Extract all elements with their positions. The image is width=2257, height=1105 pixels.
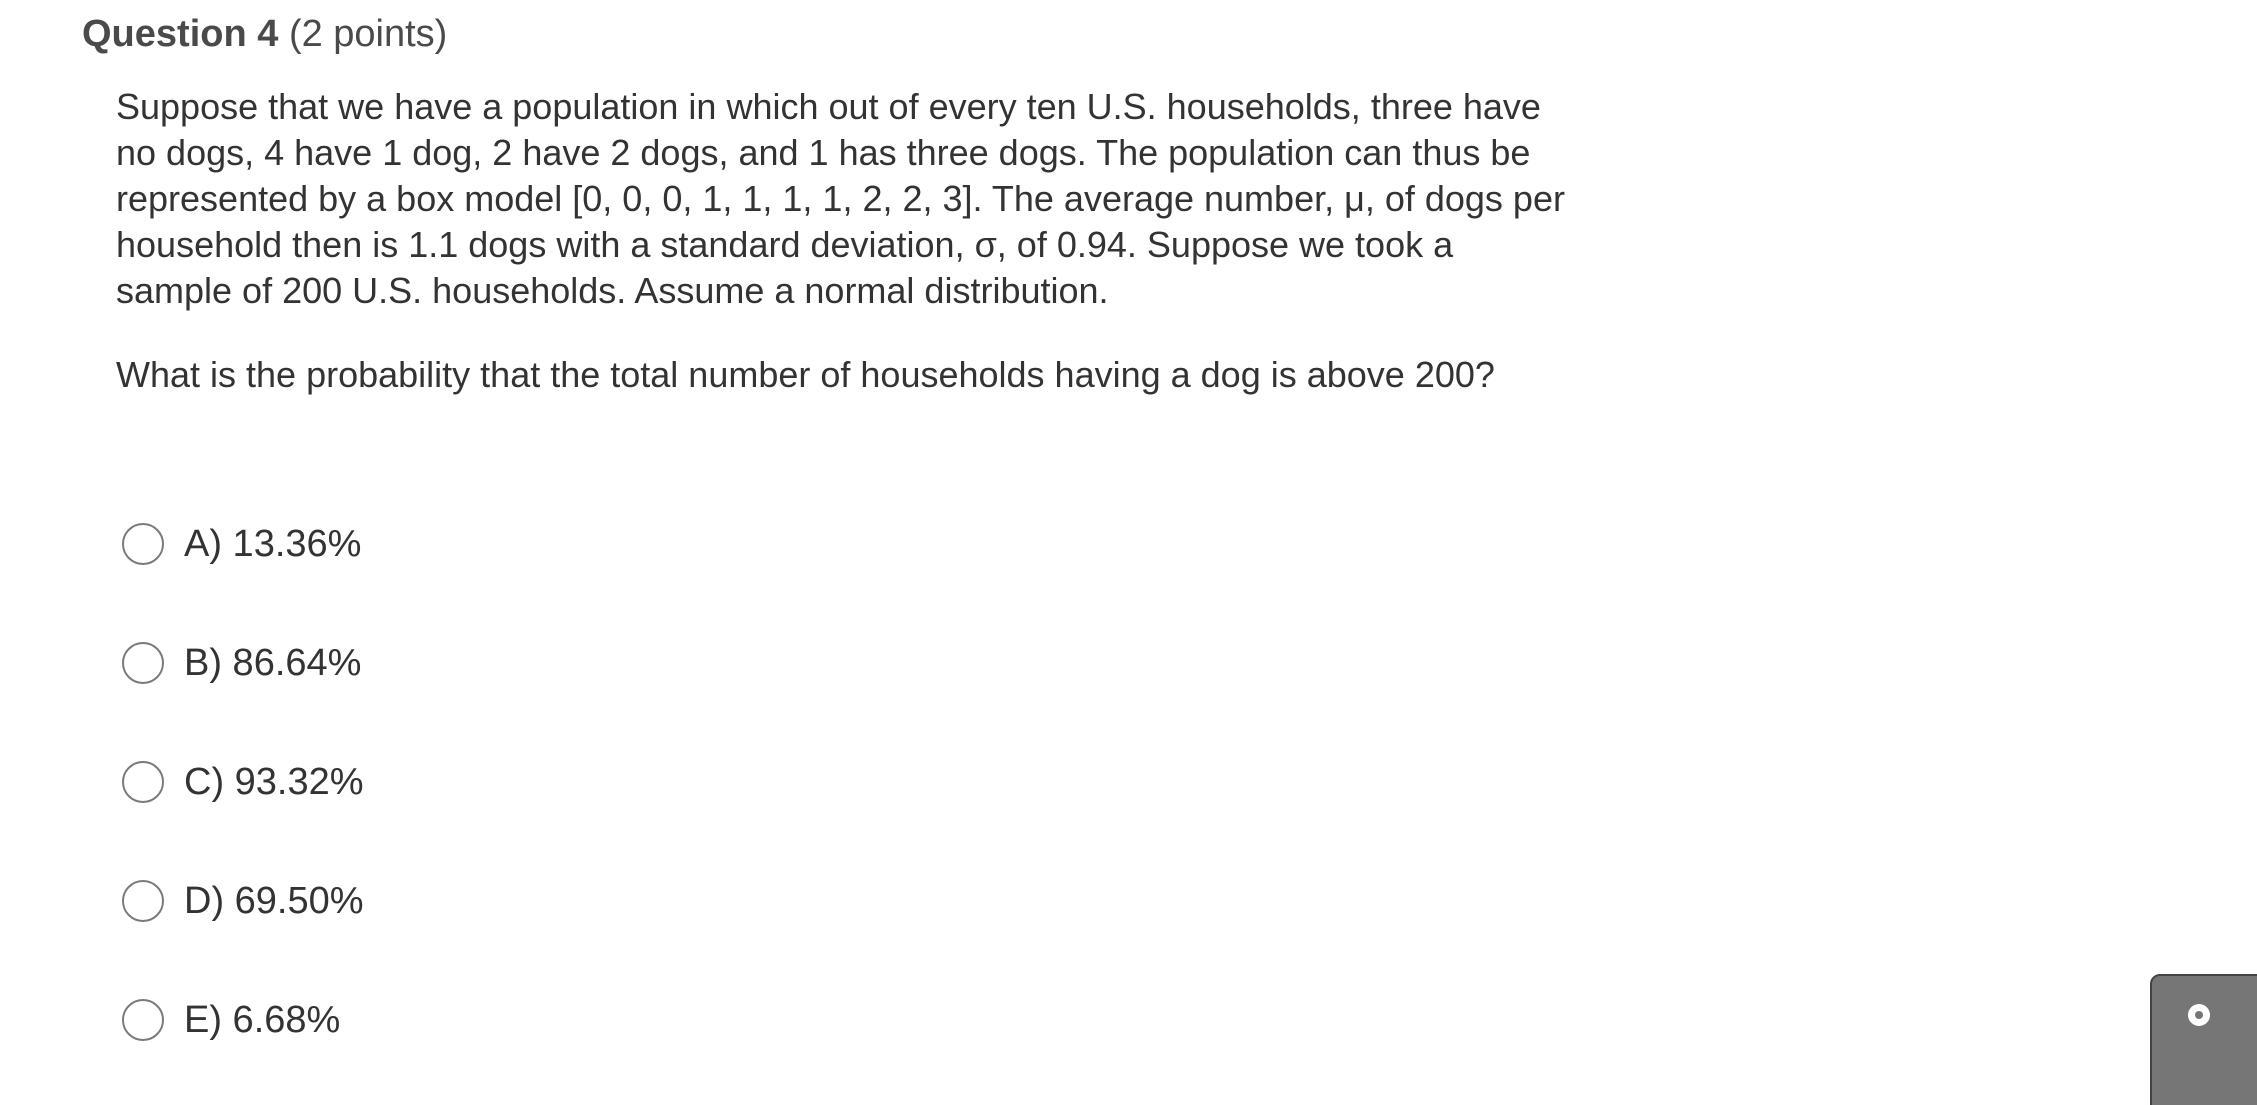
- question-header: [82, 10, 447, 58]
- question-points: (2 points): [288, 13, 448, 55]
- choice-b[interactable]: [122, 633, 364, 693]
- question-title: Question 4: [82, 13, 279, 55]
- radio-button-e[interactable]: [122, 999, 164, 1041]
- choice-b-label[interactable]: B) 86.64%: [184, 641, 362, 684]
- choice-d-label[interactable]: D) 69.50%: [184, 879, 364, 922]
- choice-c[interactable]: [122, 752, 364, 812]
- choice-d[interactable]: [122, 871, 364, 931]
- question-prompt: What is the probability that the total number of households having a dog is above 200?: [116, 354, 1495, 395]
- choice-a[interactable]: [122, 514, 364, 574]
- radio-button-d[interactable]: [122, 880, 164, 922]
- choice-e-label[interactable]: E) 6.68%: [184, 998, 341, 1041]
- question-body: [116, 84, 1576, 398]
- choice-c-label[interactable]: C) 93.32%: [184, 760, 364, 803]
- radio-button-b[interactable]: [122, 642, 164, 684]
- question-paragraph: Suppose that we have a population in which out of every ten U.S. households, three have no dogs, 4 have 1 dog, 2 have 2 dogs, and 1 has three dogs. The population can thus be represented by a box model [0, 0, 0, 1, 1, 1, 1, 2, 2, 3]. The average number, μ, of dogs per household then is 1.1 dogs with a standard deviation, σ, of 0.94. Suppose we took a sample of 200 U.S. households. Assume a normal distribution.: [116, 86, 1565, 311]
- dot-icon[interactable]: [2188, 1004, 2210, 1026]
- choice-a-label[interactable]: A) 13.36%: [184, 522, 362, 565]
- radio-button-c[interactable]: [122, 761, 164, 803]
- floating-tool-panel[interactable]: [2150, 974, 2257, 1105]
- choice-e[interactable]: [122, 990, 364, 1050]
- radio-button-a[interactable]: [122, 523, 164, 565]
- answer-choices: [122, 514, 364, 1105]
